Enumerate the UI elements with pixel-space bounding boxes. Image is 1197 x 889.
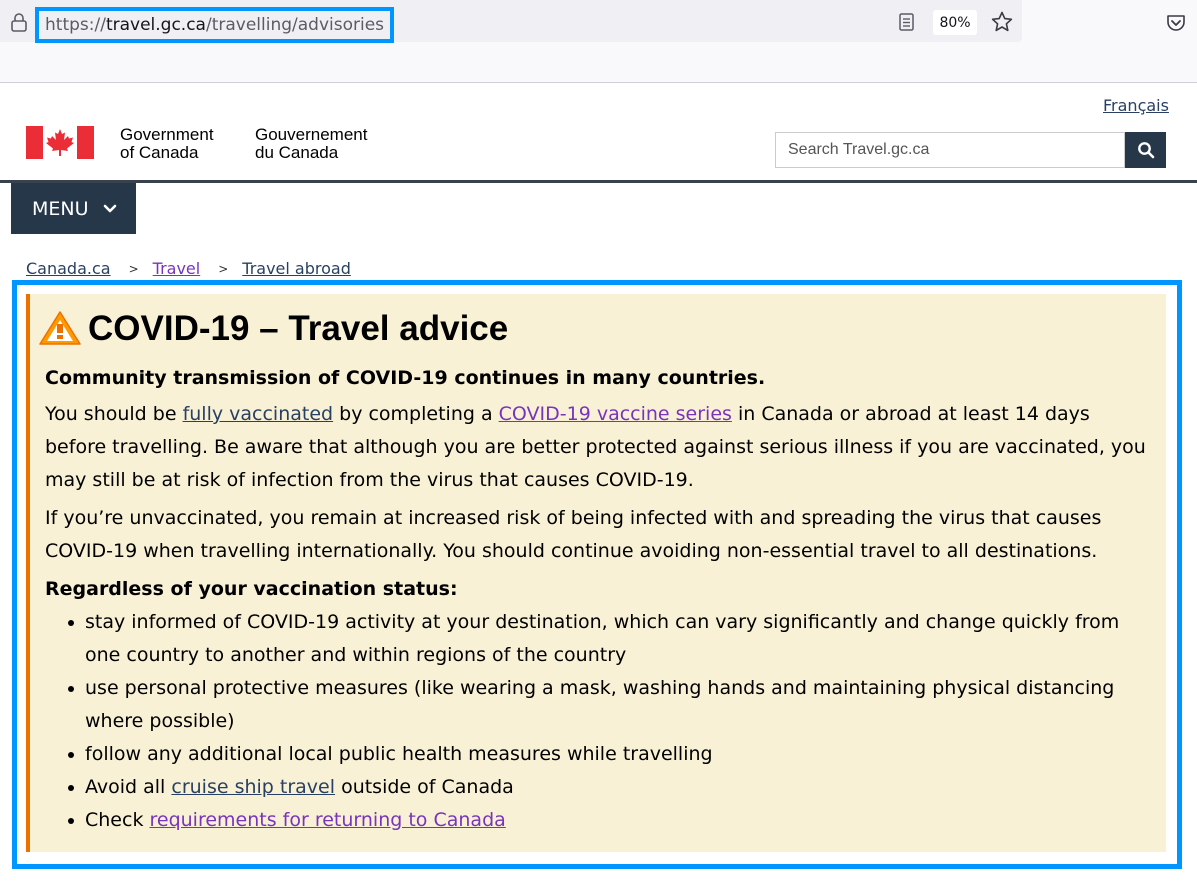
warning-icon [38, 310, 82, 346]
breadcrumb-separator: > [218, 261, 229, 276]
vaccine-series-link[interactable]: COVID-19 vaccine series [498, 403, 732, 425]
gov-fr-line2: du Canada [255, 143, 339, 162]
gov-en-line1: Government [120, 125, 214, 144]
menu-button[interactable] [11, 183, 136, 234]
breadcrumb-link-canada[interactable]: Canada.ca [26, 259, 111, 278]
alert-text: You should be [45, 403, 183, 425]
alert-text: in Canada or abroad at least 14 days before travelling. Be aware that although you are better protected against serious illness if you are vaccinated, you may still be at risk of infection from the virus that causes COVID-19. [45, 403, 1146, 491]
pocket-icon[interactable] [1165, 12, 1187, 34]
address-bar[interactable] [0, 0, 1022, 42]
url-scheme: https:// [45, 15, 106, 35]
search-button[interactable] [1125, 132, 1166, 168]
gov-fr-line1: Gouvernement [255, 125, 368, 144]
header-divider [0, 180, 1197, 183]
fully-vaccinated-link[interactable]: fully vaccinated [182, 403, 334, 425]
url-field[interactable] [35, 7, 394, 43]
returning-to-canada-link[interactable]: requirements for returning to Canada [149, 809, 506, 831]
list-item [45, 738, 1150, 771]
breadcrumb-separator: > [128, 261, 139, 276]
gov-en-line2: of Canada [120, 143, 199, 162]
url-path: /travelling/advisories [205, 15, 385, 35]
search-icon [1137, 141, 1155, 159]
cruise-ship-travel-link[interactable]: cruise ship travel [171, 776, 336, 798]
reader-view-icon[interactable] [898, 12, 916, 32]
language-toggle-link[interactable]: Français [1103, 96, 1169, 115]
list-item-text: use personal protective measures (like wearing a mask, washing hands and maintaining physical distancing where possible) [85, 677, 1115, 732]
chevron-down-icon [103, 204, 117, 214]
alert-paragraph-unvaccinated: If you’re unvaccinated, you remain at increased risk of being infected with and spreading the virus that causes COVID-19 when travelling internationally. You should continue avoiding non-essential travel to all destinations. [45, 507, 1102, 562]
alert-text: by completing a [333, 403, 499, 425]
search-input[interactable] [775, 132, 1125, 168]
list-item-text: stay informed of COVID-19 activity at your destination, which can vary significantly and change quickly from one country to another and within regions of the country [85, 611, 1120, 666]
gov-wordmark-english[interactable] [120, 126, 214, 162]
zoom-level-button[interactable]: 80% [933, 10, 977, 35]
url-host: travel.gc.ca [105, 15, 206, 35]
bookmark-star-icon[interactable] [990, 10, 1014, 34]
list-item [45, 771, 1150, 804]
list-item [45, 804, 1150, 837]
alert-lead: Community transmission of COVID-19 continues in many countries. [45, 367, 766, 389]
gov-wordmark-french[interactable] [255, 126, 367, 162]
list-item-text: follow any additional local public health measures while travelling [85, 743, 713, 765]
breadcrumb-link-travel-abroad[interactable]: Travel abroad [242, 259, 351, 278]
alert-subheading: Regardless of your vaccination status: [45, 578, 458, 600]
list-item [45, 672, 1150, 738]
breadcrumb [26, 259, 351, 278]
alert-title: COVID-19 – Travel advice [88, 309, 509, 348]
lock-icon[interactable] [10, 12, 28, 32]
alert-paragraph-vaccination [45, 398, 1150, 497]
list-item-text: Avoid all [85, 776, 172, 798]
list-item [45, 606, 1150, 672]
list-item-text: outside of Canada [335, 776, 514, 798]
menu-label: MENU [32, 197, 89, 220]
list-item-text: Check [85, 809, 150, 831]
browser-toolbar [0, 0, 1197, 83]
advice-list [45, 606, 1150, 837]
canada-flag [26, 126, 94, 159]
breadcrumb-link-travel[interactable]: Travel [152, 259, 201, 278]
